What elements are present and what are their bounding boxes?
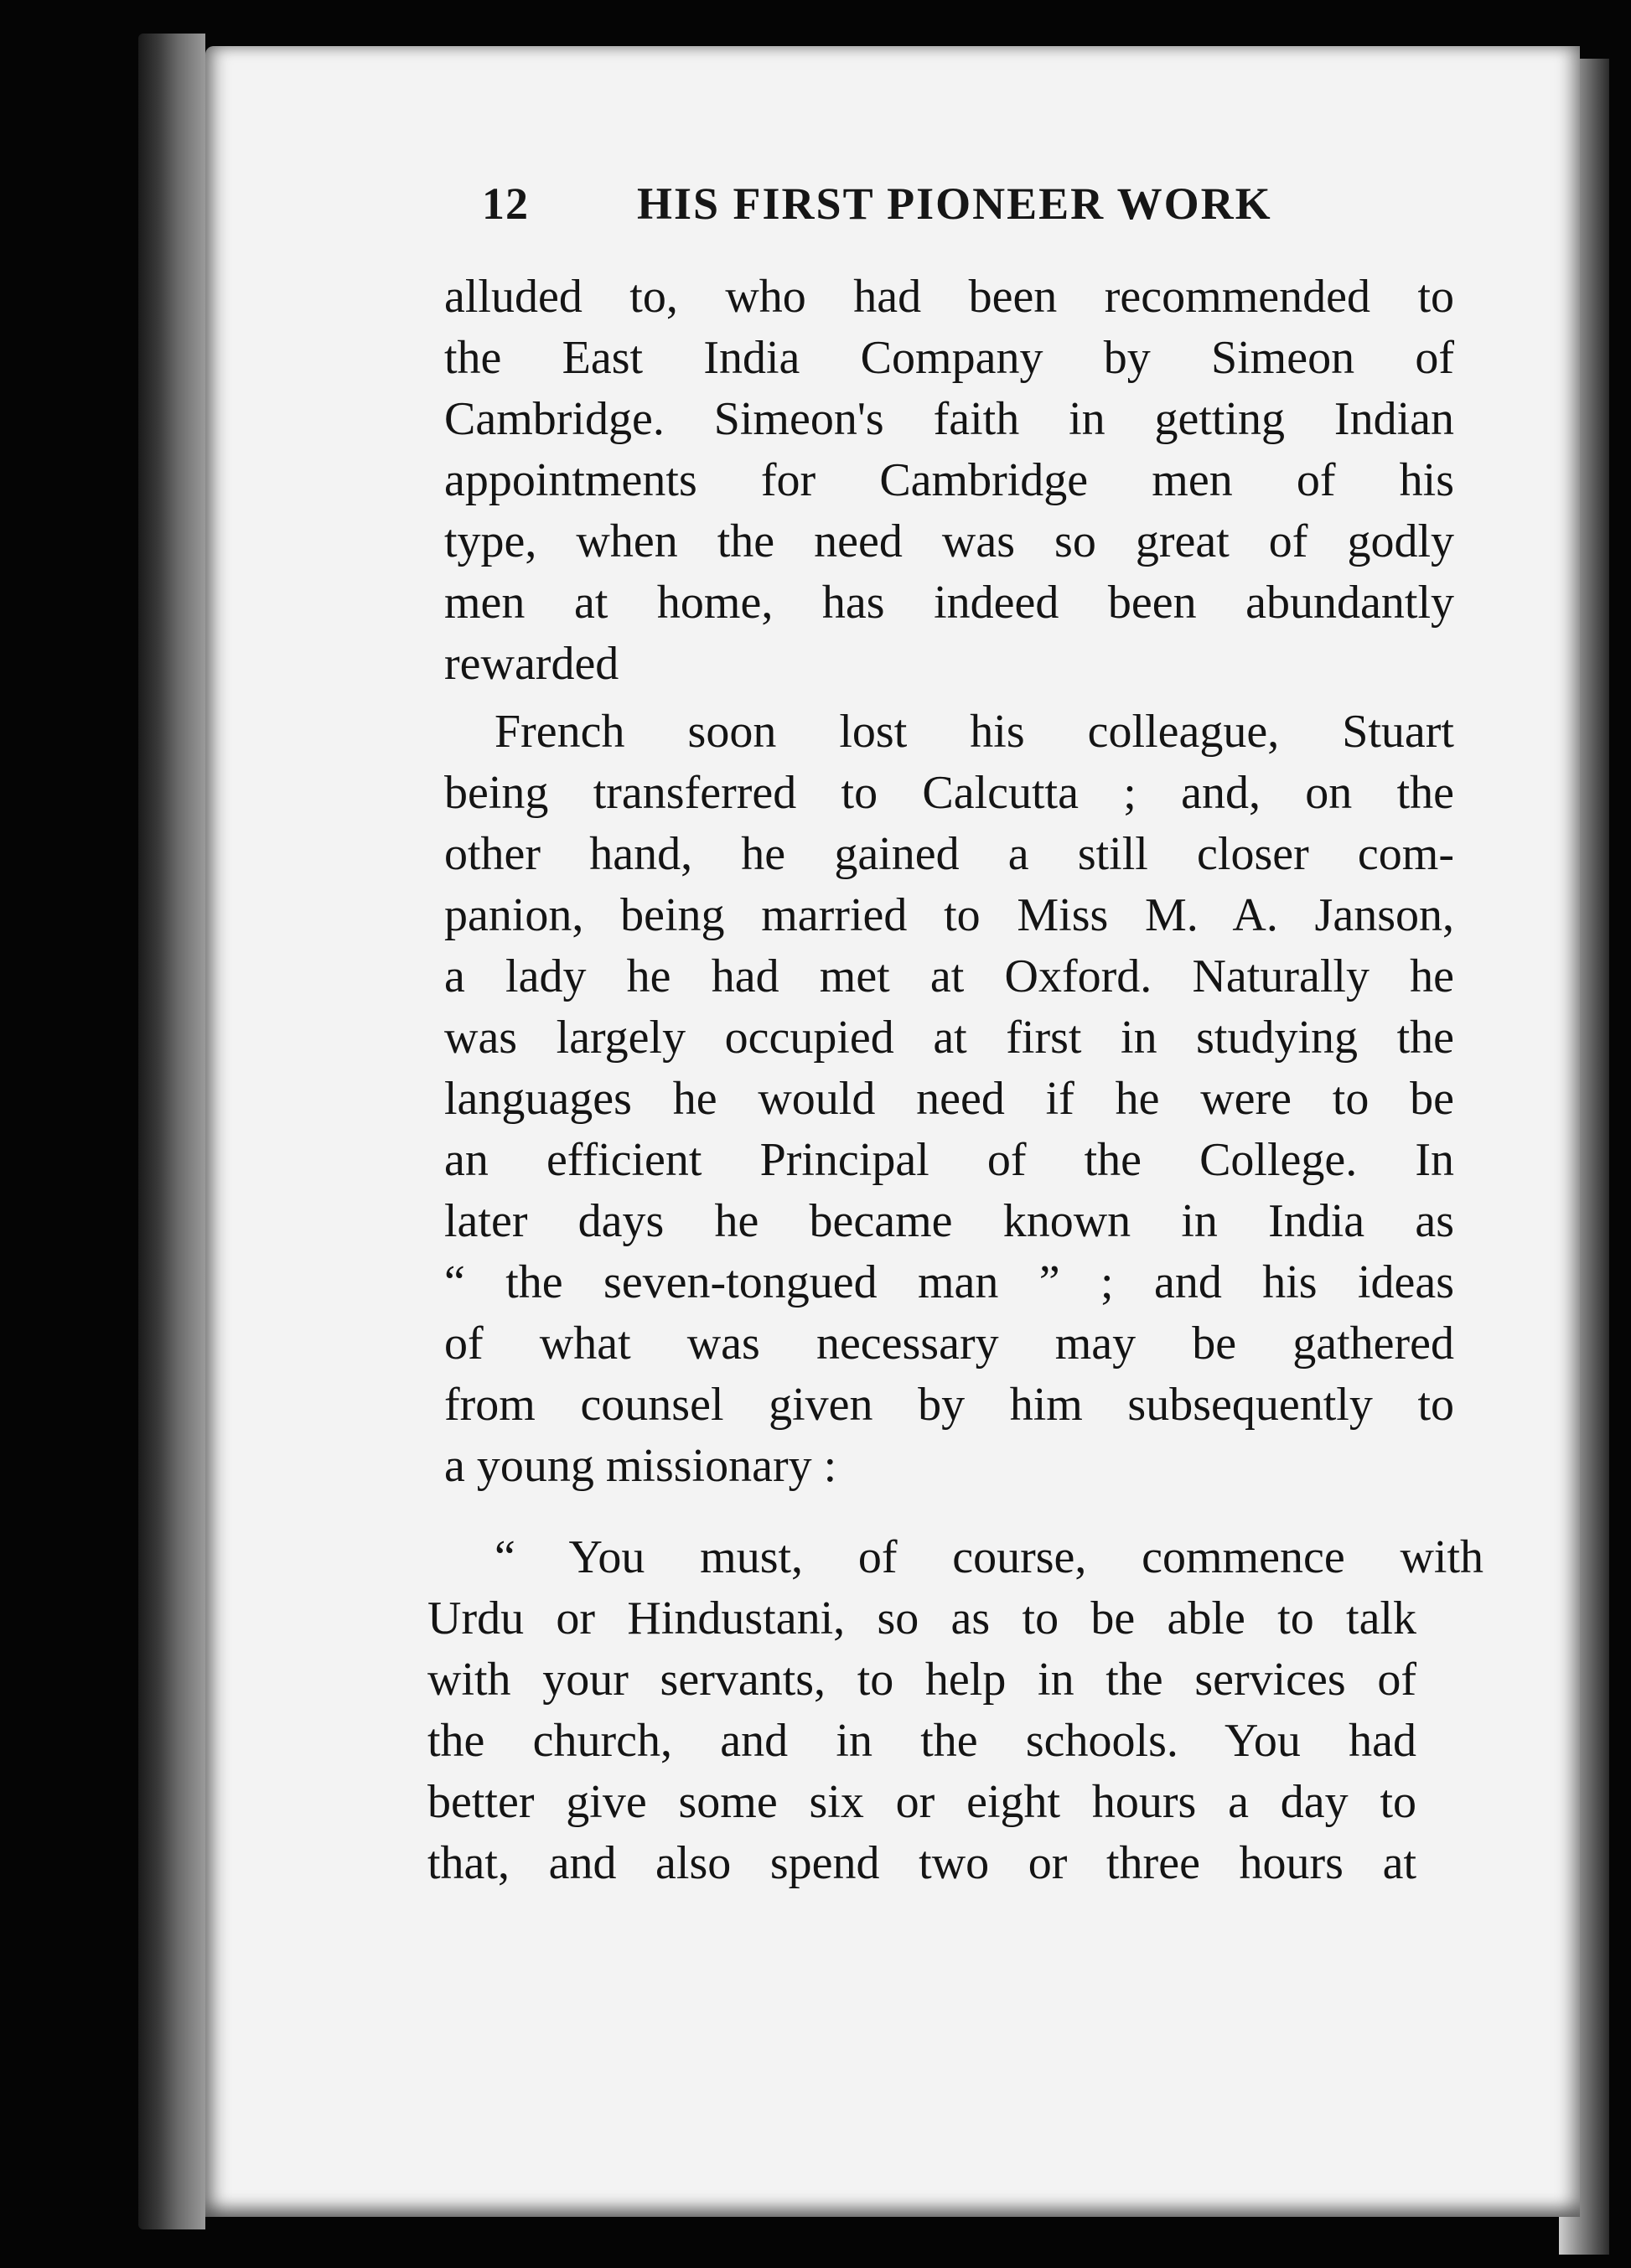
text-line: a young missionary : — [444, 1440, 837, 1492]
text-line: type, when the need was so great of godly — [444, 515, 1454, 567]
text-line: a lady he had met at Oxford. Naturally he — [444, 950, 1454, 1002]
text-line: being transferred to Calcutta ; and, on the — [444, 767, 1454, 819]
text-line: from counsel given by him subsequently to — [444, 1379, 1454, 1431]
text-line: of what was necessary may be gathered — [444, 1318, 1454, 1370]
text-line: the church, and in the schools. You had — [427, 1715, 1416, 1767]
text-line: was largely occupied at first in studying the — [444, 1012, 1454, 1064]
text-line: men at home, has indeed been abundantly — [444, 577, 1454, 629]
paragraph-2 — [444, 702, 1454, 1497]
text-line: better give some six or eight hours a day to — [427, 1776, 1416, 1828]
text-line: “ the seven-tongued man ” ; and his ideas — [444, 1256, 1454, 1308]
running-title: HIS FIRST PIONEER WORK — [637, 179, 1272, 229]
text-line: panion, being married to Miss M. A. Janson, — [444, 889, 1454, 941]
book-cover-edge-left — [138, 34, 205, 2229]
text-line: an efficient Principal of the College. In — [444, 1134, 1454, 1186]
text-line: the East India Company by Simeon of — [444, 332, 1454, 384]
running-header — [482, 178, 1328, 245]
quotation — [427, 1527, 1483, 1894]
text-line: rewarded — [444, 638, 619, 690]
text-line: Urdu or Hindustani, so as to be able to talk — [427, 1592, 1416, 1644]
text-line: that, and also spend two or three hours at — [427, 1837, 1416, 1889]
text-line: other hand, he gained a still closer com- — [444, 828, 1454, 880]
text-line: “ You must, of course, commence with — [494, 1531, 1483, 1583]
page-number: 12 — [482, 179, 529, 229]
text-line: appointments for Cambridge men of his — [444, 454, 1454, 506]
text-line: Cambridge. Simeon's faith in getting Indian — [444, 393, 1454, 445]
text-line: French soon lost his colleague, Stuart — [494, 706, 1454, 758]
text-line: with your servants, to help in the services of — [427, 1654, 1416, 1706]
body-text — [427, 267, 1483, 1894]
text-line: later days he became known in India as — [444, 1195, 1454, 1247]
paragraph-1 — [444, 267, 1454, 695]
text-line: alluded to, who had been recommended to — [444, 271, 1454, 323]
text-line: languages he would need if he were to be — [444, 1073, 1454, 1125]
